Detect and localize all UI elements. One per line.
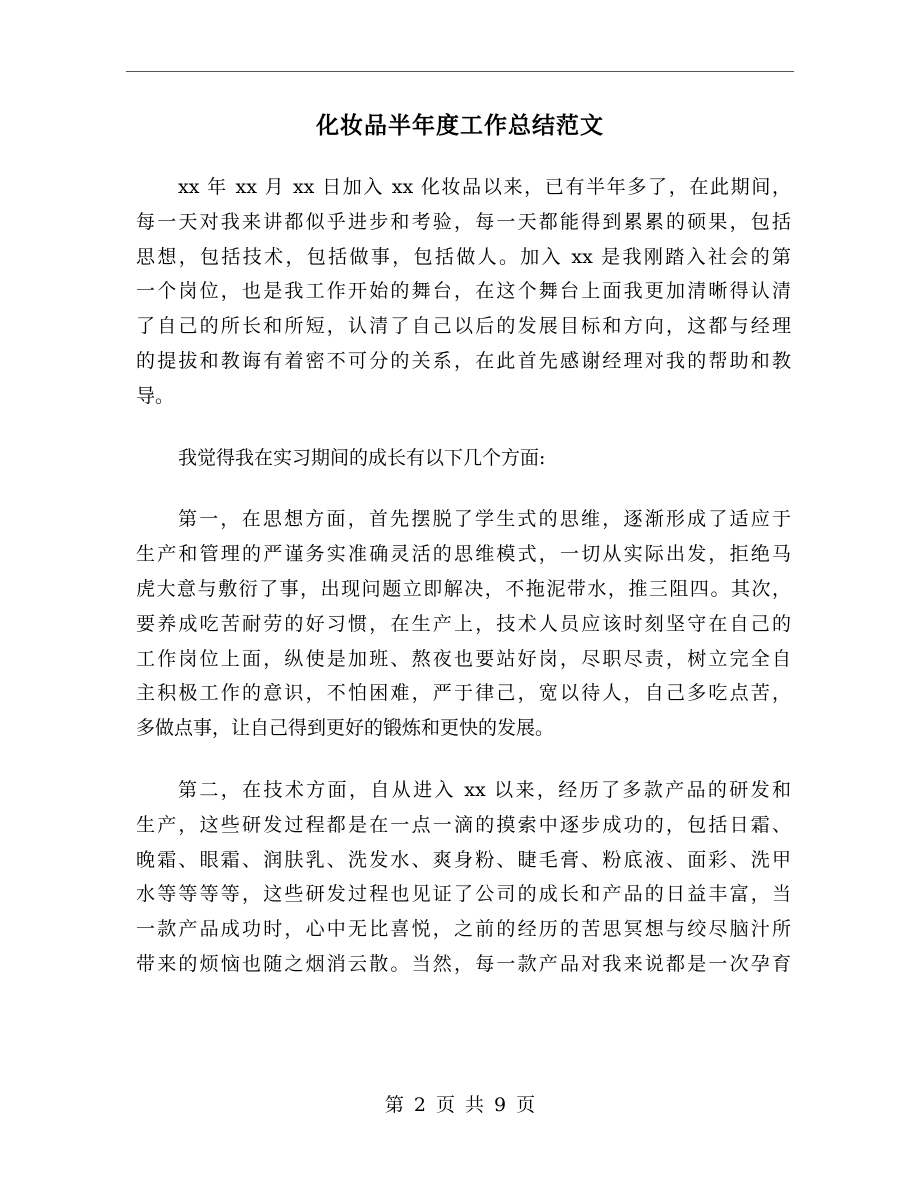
paragraph-line: 每一天对我来讲都似乎进步和考验，每一天都能得到累累的硕果，包括 <box>136 210 791 233</box>
document-body <box>136 170 791 982</box>
paragraph-line: 一个岗位，也是我工作开始的舞台，在这个舞台上面我更加清晰得认清 <box>136 280 791 303</box>
paragraph-1 <box>136 170 791 414</box>
header-rule <box>126 71 794 72</box>
paragraph-line: 生产，这些研发过程都是在一点一滴的摸索中逐步成功的，包括日霜、 <box>136 813 791 836</box>
paragraph-gap <box>136 746 791 773</box>
paragraph-line: 了自己的所长和所短，认清了自己以后的发展目标和方向，这都与经理 <box>136 315 791 338</box>
paragraph-line: 要养成吃苦耐劳的好习惯，在生产上，技术人员应该时刻坚守在自己的 <box>136 612 791 635</box>
paragraph-line: 工作岗位上面，纵使是加班、熬夜也要站好岗，尽职尽责，树立完全自 <box>136 647 791 670</box>
document-title: 化妆品半年度工作总结范文 <box>316 112 604 139</box>
paragraph-line: 多做点事，让自己得到更好的锻炼和更快的发展。 <box>136 717 555 740</box>
paragraph-line: xx 年 xx 月 xx 日加入 xx 化妆品以来，已有半年多了，在此期间， <box>178 176 791 198</box>
page-number-footer: 第 2 页 共 9 页 <box>384 1094 536 1116</box>
paragraph-line: 主积极工作的意识，不怕困难，严于律己，宽以待人，自己多吃点苦， <box>136 682 791 705</box>
paragraph-line: 第二，在技术方面，自从进入 xx 以来，经历了多款产品的研发和 <box>178 778 791 801</box>
paragraph-line: 一款产品成功时，心中无比喜悦，之前的经历的苦思冥想与绞尽脑汁所 <box>136 918 791 941</box>
paragraph-line: 虎大意与敷衍了事，出现问题立即解决，不拖泥带水，推三阻四。其次， <box>136 577 791 600</box>
paragraph-2 <box>136 441 791 476</box>
paragraph-gap <box>136 414 791 441</box>
paragraph-line: 的提拔和教诲有着密不可分的关系，在此首先感谢经理对我的帮助和教 <box>136 349 791 372</box>
paragraph-line: 带来的烦恼也随之烟消云散。当然，每一款产品对我来说都是一次孕育 <box>136 952 791 975</box>
paragraph-line: 晚霜、眼霜、润肤乳、洗发水、爽身粉、睫毛膏、粉底液、面彩、洗甲 <box>136 848 791 871</box>
paragraph-line: 思想，包括技术，包括做事，包括做人。加入 xx 是我刚踏入社会的第 <box>136 245 791 268</box>
paragraph-line: 第一，在思想方面，首先摆脱了学生式的思维，逐渐形成了适应于 <box>178 508 791 531</box>
paragraph-line: 水等等等等，这些研发过程也见证了公司的成长和产品的日益丰富，当 <box>136 883 791 906</box>
paragraph-4 <box>136 773 791 982</box>
paragraph-gap <box>136 475 791 502</box>
paragraph-line: 我觉得我在实习期间的成长有以下几个方面: <box>178 446 546 469</box>
paragraph-3 <box>136 502 791 746</box>
paragraph-line: 导。 <box>136 384 175 407</box>
paragraph-line: 生产和管理的严谨务实准确灵活的思维模式，一切从实际出发，拒绝马 <box>136 543 791 566</box>
